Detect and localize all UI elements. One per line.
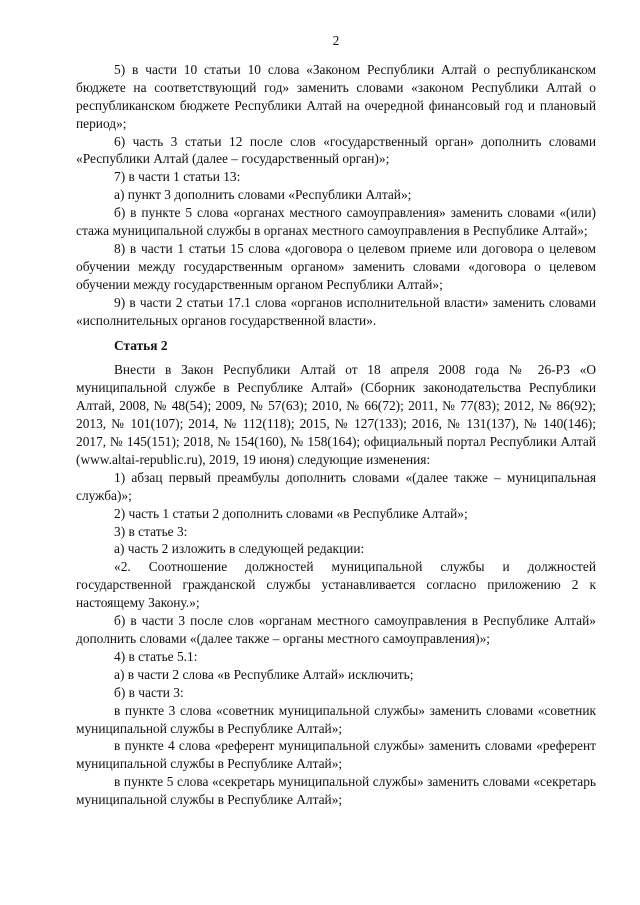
paragraph-item-4b: б) в части 3:: [114, 684, 184, 700]
paragraph-item-1: 1) абзац первый преамбулы дополнить словами «(далее также – муниципальная служба)»;: [76, 469, 596, 503]
paragraph-item-3a: а) часть 2 изложить в следующей редакции:: [114, 541, 365, 557]
paragraph-point-4: в пункте 4 слова «референт муниципальной службы» заменить словами «референт муниципальной службы в Республике Алтай»;: [76, 738, 596, 772]
paragraph-item-7a: а) пункт 3 дополнить словами «Республики Алтай»;: [114, 187, 412, 203]
paragraph-item-7: 7) в части 1 статьи 13:: [114, 169, 241, 185]
paragraph-item-9: 9) в части 2 статьи 17.1 слова «органов исполнительной власти» заменить словами «исполнительных органов государственной власти».: [76, 294, 596, 328]
paragraph-point-5: в пункте 5 слова «секретарь муниципальной службы» заменить словами «секретарь муниципальной службы в Республике Алтай»;: [76, 774, 596, 808]
paragraph-point-3: в пункте 3 слова «советник муниципальной службы» заменить словами «советник муниципальной службы в Республике Алтай»;: [76, 702, 596, 736]
paragraph-item-4a: а) в части 2 слова «в Республике Алтай» исключить;: [114, 666, 414, 682]
paragraph-item-2: 2) часть 1 статьи 2 дополнить словами «в Республике Алтай»;: [114, 505, 468, 521]
paragraph-item-5: 5) в части 10 статьи 10 слова «Законом Республики Алтай о республиканском бюджете на соответствующий год» заменить словами «законом Республики Алтай о республиканском бюджете Республики Алтай на очередной финансовый год и плановый период»;: [76, 61, 596, 131]
paragraph-item-3b: б) в части 3 после слов «органам местного самоуправления в Республике Алтай» дополнить словами «(далее также – органы местного самоуправления)»;: [76, 613, 596, 646]
page-number: 2: [332, 33, 340, 48]
paragraph-item-6: 6) часть 3 статьи 12 после слов «государственный орган» дополнить словами «Республики Алтай (далее – государственный орган)»;: [76, 133, 596, 167]
article-heading: Статья 2: [114, 337, 168, 353]
paragraph-item-3: 3) в статье 3:: [114, 523, 188, 539]
paragraph-item-8: 8) в части 1 статьи 15 слова «договора о целевом приеме или договора о целевом обучении между государственным органом» заменить словами «договора о целевом обучении между государственным органом Республики Алтай»;: [76, 240, 596, 292]
paragraph-item-7b: б) в пункте 5 слова «органах местного самоуправления» заменить словами «(или) стажа муниципальной службы в органах местного самоуправления в Республике Алтай»;: [76, 205, 596, 239]
paragraph-intro: Внести в Закон Республики Алтай от 18 апреля 2008 года № 26-РЗ «О муниципальной службе в Республике Алтай» (Сборник законодательства Республики Алтай, 2008, № 48(54); 2009, № 57(63); 2010, № 66(72); 2011, № 77(83); 2012, № 86(92); 2013, № 101(107); 2014, № 112(118); 2015, № 127(133); 2016, № 131(137), № 140(146); 2017, № 145(151); 2018, № 154(160), № 158(164); официальный портал Республики Алтай (www.altai-republic.ru), 2019, 19 июня) следующие изменения:: [76, 362, 596, 467]
paragraph-quote: «2. Соотношение должностей муниципальной службы и должностей государственной гражданской службы устанавливается согласно приложению 2 к настоящему Закону.»;: [76, 559, 596, 611]
paragraph-item-4: 4) в статье 5.1:: [114, 648, 198, 664]
